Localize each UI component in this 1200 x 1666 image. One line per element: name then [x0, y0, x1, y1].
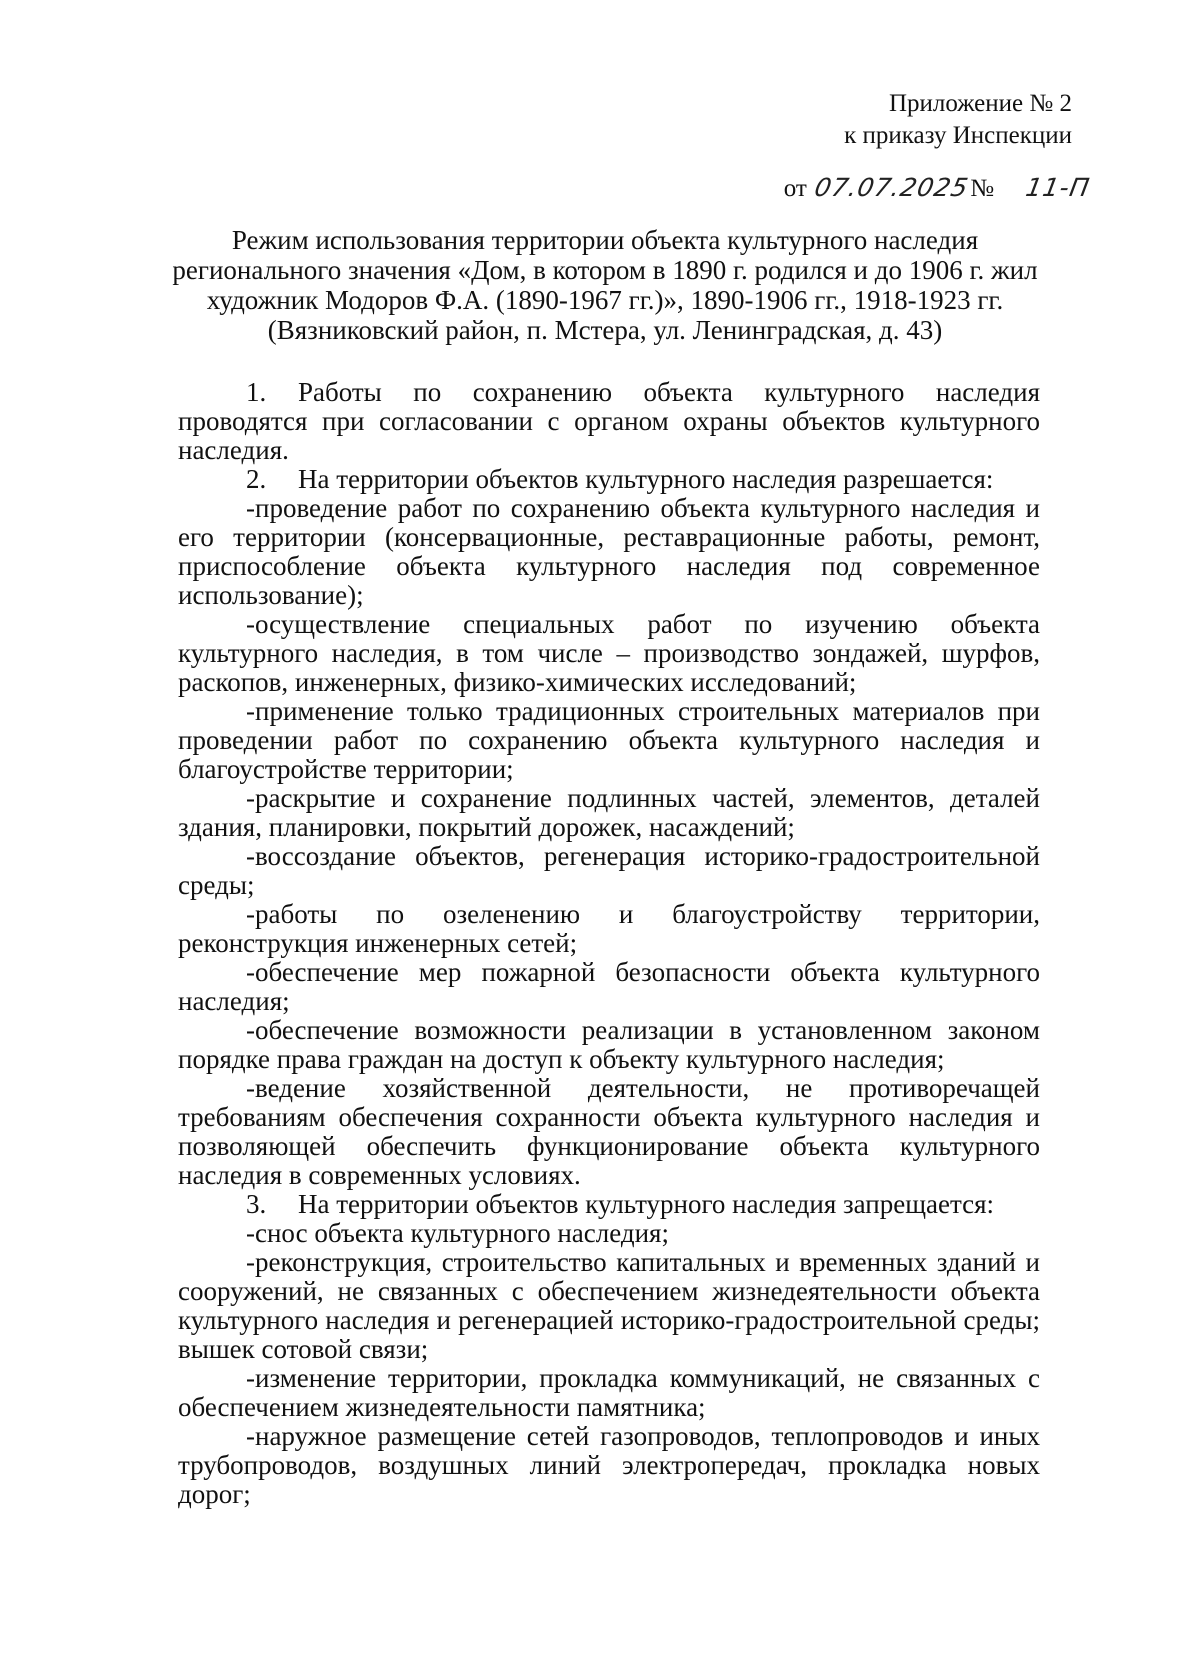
permitted-item: -раскрытие и сохранение подлинных частей, элементов, деталей здания, планировки, покрытий дорожек, насаждений; — [178, 783, 1040, 842]
permitted-item: -обеспечение возможности реализации в установленном законом порядке права граждан на доступ к объекту культурного наследия; — [178, 1015, 1040, 1074]
handwritten-number: 11-П — [1023, 173, 1093, 202]
section-2-heading-text: На территории объектов культурного наследия разрешается: — [298, 464, 994, 494]
permitted-item: -воссоздание объектов, регенерация историко-градостроительной среды; — [178, 841, 1040, 900]
permitted-item: -обеспечение мер пожарной безопасности объекта культурного наследия; — [178, 957, 1040, 1016]
permitted-item: -работы по озеленению и благоустройству территории, реконструкция инженерных сетей; — [178, 899, 1040, 958]
prohibited-item: -реконструкция, строительство капитальных и временных зданий и сооружений, не связанных с обеспечением жизнедеятельности объекта культурного наследия и регенерацией историко-градостроительной среды; вышек сотовой связи; — [178, 1247, 1040, 1364]
title-line-2: регионального значения «Дом, в котором в 1890 г. родился и до 1906 г. жил — [172, 255, 1038, 285]
section-3-heading — [178, 1190, 1040, 1219]
handwritten-date: 07.07.2025 — [812, 173, 972, 202]
title-line-3: художник Модоров Ф.А. (1890-1967 гг.)», 1890-1906 гг., 1918-1923 гг. — [206, 285, 1004, 315]
prohibited-item: -наружное размещение сетей газопроводов, теплопроводов и иных трубопроводов, воздушных линий электропередач, прокладка новых дорог; — [178, 1421, 1040, 1509]
order-date-number-line — [783, 172, 1093, 205]
order-line: к приказу Инспекции — [844, 122, 1072, 149]
permitted-item: -применение только традиционных строительных материалов при проведении работ по сохранению объекта культурного наследия и благоустройстве территории; — [178, 696, 1040, 784]
prohibited-item: -изменение территории, прокладка коммуникаций, не связанных с обеспечением жизнедеятельности памятника; — [178, 1363, 1040, 1422]
permitted-item: -осуществление специальных работ по изучению объекта культурного наследия, в том числе – производство зондажей, шурфов, раскопов, инженерных, физико-химических исследований; — [178, 609, 1040, 697]
document-body — [178, 378, 1040, 1509]
section-1-number: 1. — [246, 377, 267, 407]
title-line-4: (Вязниковский район, п. Мстера, ул. Ленинградская, д. 43) — [267, 315, 943, 345]
title-line-1: Режим использования территории объекта культурного наследия — [231, 225, 979, 255]
section-1-text: Работы по сохранению объекта культурного наследия проводятся при согласовании с органом охраны объектов культурного наследия. — [178, 377, 1040, 465]
section-3-number: 3. — [246, 1189, 267, 1219]
section-2-heading — [178, 465, 1040, 494]
section-2-number: 2. — [246, 464, 267, 494]
appendix-header — [844, 88, 1072, 152]
document-title — [170, 225, 1040, 345]
number-label: № — [970, 175, 995, 202]
section-1 — [178, 378, 1040, 465]
prohibited-item: -снос объекта культурного наследия; — [246, 1218, 669, 1248]
appendix-line: Приложение № 2 — [888, 90, 1072, 117]
permitted-item: -ведение хозяйственной деятельности, не противоречащей требованиям обеспечения сохранности объекта культурного наследия и позволяющей обеспечить функционирование объекта культурного наследия в современных условиях. — [178, 1073, 1040, 1190]
section-3-heading-text: На территории объектов культурного наследия запрещается: — [298, 1189, 995, 1219]
from-label: от — [783, 175, 807, 202]
permitted-item: -проведение работ по сохранению объекта культурного наследия и его территории (консервационные, реставрационные работы, ремонт, приспособление объекта культурного наследия под современное использование); — [178, 493, 1040, 610]
